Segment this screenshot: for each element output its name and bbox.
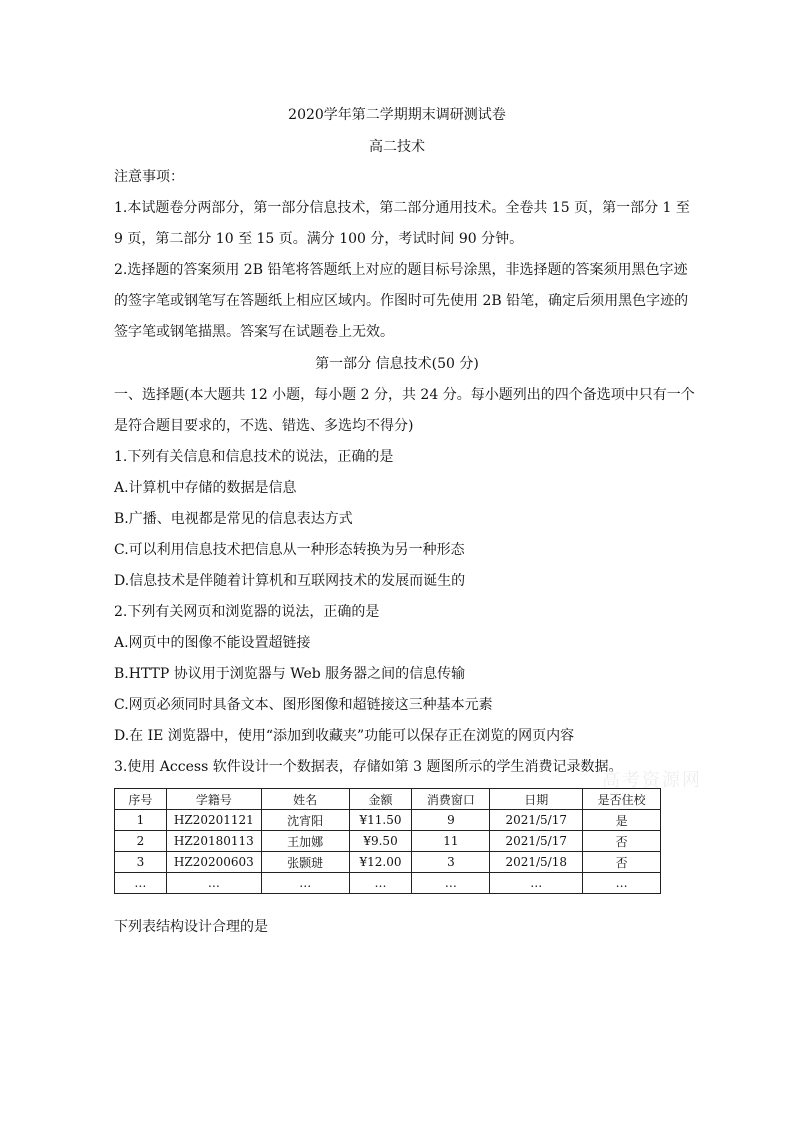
header-cell: 消费窗口: [412, 789, 490, 810]
watermark: 高考资源网: [602, 770, 702, 791]
table-cell: …: [412, 873, 490, 894]
notes-item2-line1: 2.选择题的答案须用 2B 铅笔将答题纸上对应的题目标号涂黑，非选择题的答案须用黑色字迹: [114, 262, 688, 278]
table-cell: HZ20180113: [166, 831, 261, 852]
header-cell: 姓名: [261, 789, 349, 810]
header-cell: 序号: [115, 789, 167, 810]
table-cell: 9: [412, 810, 490, 831]
table-cell: …: [349, 873, 412, 894]
q1-option-c: C.可以利用信息技术把信息从一种形态转换为另一种形态: [114, 542, 465, 558]
q3-question: 下列表结构设计合理的是: [114, 919, 268, 935]
header-cell: 是否住校: [583, 789, 661, 810]
q1-stem: 1.下列有关信息和信息技术的说法，正确的是: [114, 449, 394, 465]
table-cell: 3: [115, 852, 167, 873]
notes-item1-line2: 9 页，第二部分 10 至 15 页。满分 100 分，考试时间 90 分钟。: [114, 231, 524, 247]
table-cell: HZ20200603: [166, 852, 261, 873]
table-cell: 是: [583, 810, 661, 831]
notes-item2-line2: 的签字笔或钢笔写在答题纸上相应区域内。作图时可先使用 2B 铅笔，确定后须用黑色字迹的: [114, 293, 689, 309]
table-cell: 3: [412, 852, 490, 873]
table-cell: 王加娜: [261, 831, 349, 852]
q3-data-table: [114, 788, 661, 894]
table-header-row: [115, 789, 661, 810]
q1-option-d: D.信息技术是伴随着计算机和互联网技术的发展而诞生的: [114, 573, 466, 589]
q2-option-a: A.网页中的图像不能设置超链接: [114, 635, 311, 651]
notes-item2-line3: 签字笔或钢笔描黑。答案写在试题卷上无效。: [114, 324, 394, 340]
table-cell: 1: [115, 810, 167, 831]
q1-option-a: A.计算机中存储的数据是信息: [114, 480, 297, 496]
table-cell: 张颢琎: [261, 852, 349, 873]
table-cell: 2021/5/18: [490, 852, 583, 873]
notes-heading: 注意事项：: [114, 169, 184, 185]
table-cell: 11: [412, 831, 490, 852]
table-row: [115, 852, 661, 873]
table-cell: 沈宵阳: [261, 810, 349, 831]
table-cell: 2: [115, 831, 167, 852]
q2-option-b: B.HTTP 协议用于浏览器与 Web 服务器之间的信息传输: [114, 666, 466, 682]
table-row: [115, 810, 661, 831]
notes-item1-line1: 1.本试题卷分两部分，第一部分信息技术，第二部分通用技术。全卷共 15 页，第一部分 1 至: [114, 200, 690, 216]
table-cell: 否: [583, 852, 661, 873]
table-row: [115, 873, 661, 894]
q2-stem: 2.下列有关网页和浏览器的说法，正确的是: [114, 604, 380, 620]
q1-option-b: B.广播、电视都是常见的信息表达方式: [114, 511, 353, 527]
table-cell: …: [166, 873, 261, 894]
exam-title: 2020学年第二学期期末调研测试卷: [288, 107, 506, 123]
table-cell: …: [490, 873, 583, 894]
table-cell: 2021/5/17: [490, 831, 583, 852]
table-cell: ¥11.50: [349, 810, 412, 831]
table-cell: ¥9.50: [349, 831, 412, 852]
q3-stem: 3.使用 Access 软件设计一个数据表，存储如第 3 题图所示的学生消费记录数据。: [114, 759, 623, 775]
section-instructions-line1: 一、选择题(本大题共 12 小题，每小题 2 分，共 24 分。每小题列出的四个备选项中只有一个: [114, 387, 695, 403]
header-cell: 金额: [349, 789, 412, 810]
table-cell: …: [115, 873, 167, 894]
table-cell: …: [583, 873, 661, 894]
header-cell: 学籍号: [166, 789, 261, 810]
header-cell: 日期: [490, 789, 583, 810]
table-cell: ¥12.00: [349, 852, 412, 873]
part1-title: 第一部分 信息技术(50 分): [315, 356, 479, 372]
q2-option-c: C.网页必须同时具备文本、图形图像和超链接这三种基本元素: [114, 697, 493, 713]
table-cell: 2021/5/17: [490, 810, 583, 831]
table-row: [115, 831, 661, 852]
table-cell: 否: [583, 831, 661, 852]
exam-subject: 高二技术: [369, 139, 425, 155]
table-cell: …: [261, 873, 349, 894]
table-cell: HZ20201121: [166, 810, 261, 831]
section-instructions-line2: 是符合题目要求的，不选、错选、多选均不得分): [114, 418, 414, 434]
q2-option-d: D.在 IE 浏览器中，使用“添加到收藏夹”功能可以保存正在浏览的网页内容: [114, 728, 575, 744]
